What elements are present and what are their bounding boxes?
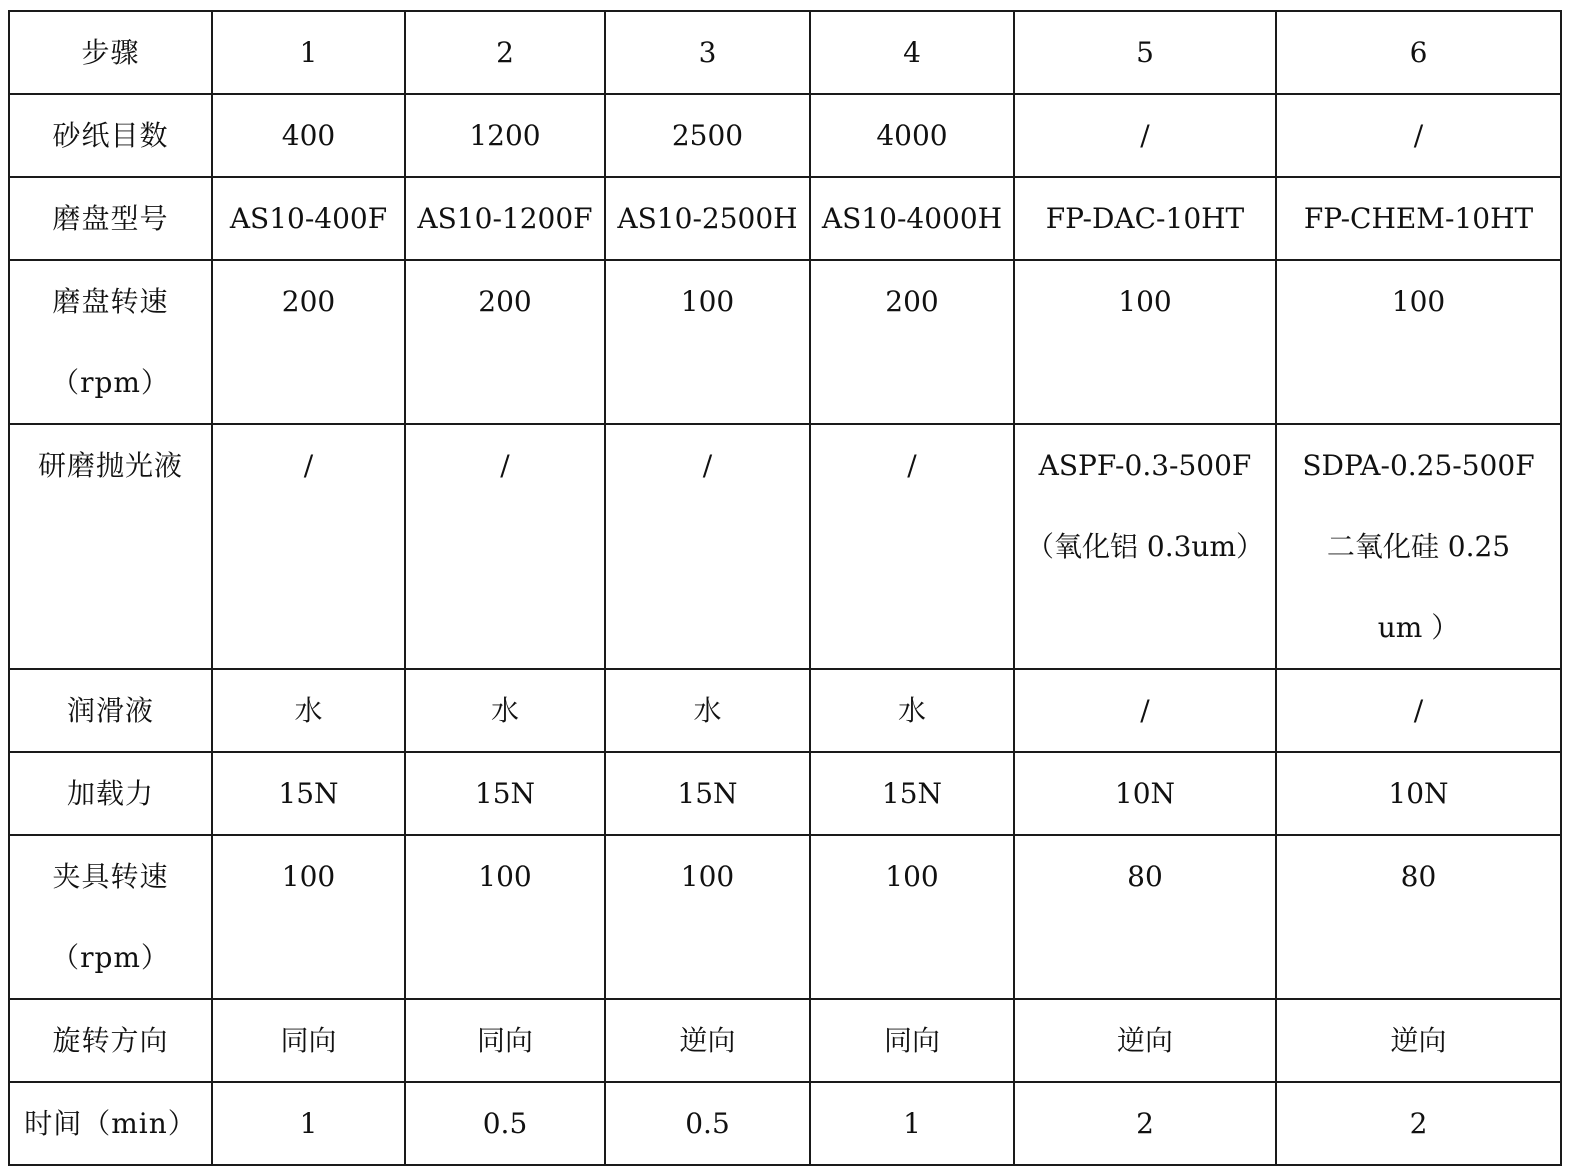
table-cell: [212, 177, 405, 260]
cell-line: 200: [478, 285, 532, 318]
row-label-sandpaper: [9, 94, 212, 177]
cell-line: 水: [897, 694, 926, 727]
cell-line: 1: [299, 1107, 318, 1140]
cell-line: （氧化铝 0.3um）: [1025, 530, 1264, 563]
cell-line: 80: [1400, 860, 1437, 893]
cell-line: FP-DAC-10HT: [1045, 202, 1245, 235]
cell-line: 15N: [881, 777, 943, 810]
row-label-step: 步骤: [9, 11, 212, 94]
table-cell: [212, 752, 405, 835]
cell-line: 逆向: [679, 1024, 736, 1057]
table-cell: [1014, 260, 1276, 424]
cell-line: 1: [903, 1107, 921, 1140]
cell-line: AS10-4000H: [821, 202, 1003, 235]
table-cell: [1276, 752, 1561, 835]
cell-line: 逆向: [1390, 1024, 1447, 1057]
cell-line: SDPA-0.25-500F: [1302, 449, 1535, 482]
table-cell: [212, 1082, 405, 1165]
cell-line: 同向: [883, 1024, 940, 1057]
step-number-3: 3: [605, 11, 810, 94]
table-cell: [810, 177, 1014, 260]
cell-line: 逆向: [1116, 1024, 1173, 1057]
table-cell: [212, 835, 405, 999]
table-cell: [1014, 669, 1276, 752]
table-cell: [1276, 177, 1561, 260]
cell-line: ASPF-0.3-500F: [1038, 449, 1252, 482]
table-cell: [1276, 669, 1561, 752]
row-label-fixture-speed: [9, 835, 212, 999]
cell-line: 100: [680, 860, 735, 893]
table-cell: [605, 752, 810, 835]
cell-line: 200: [281, 285, 336, 318]
cell-line: 0.5: [685, 1107, 730, 1140]
row-label-line: 旋转方向: [52, 1024, 169, 1057]
cell-line: 10N: [1388, 777, 1449, 810]
cell-line: AS10-2500H: [617, 202, 798, 235]
cell-line: 100: [1391, 285, 1446, 318]
cell-line: 0.5: [482, 1107, 528, 1140]
row-label-line: 时间（min）: [24, 1107, 197, 1140]
cell-line: 80: [1127, 860, 1163, 893]
table-cell: [405, 752, 605, 835]
row-label-line: 磨盘转速: [52, 285, 169, 318]
table-cell: [212, 669, 405, 752]
table-cell: [405, 177, 605, 260]
table-row-fixture-speed: [9, 835, 1561, 999]
row-label-line: 磨盘型号: [52, 202, 169, 235]
row-label-line: 夹具转速: [52, 860, 169, 893]
row-label-load: [9, 752, 212, 835]
table-cell: [605, 999, 810, 1082]
table-cell: [810, 424, 1014, 669]
cell-line: um ）: [1377, 611, 1460, 644]
table-row-lubricant: [9, 669, 1561, 752]
table-cell: [810, 752, 1014, 835]
cell-line: 2: [1136, 1107, 1154, 1140]
table-cell: [810, 669, 1014, 752]
cell-line: 100: [680, 285, 735, 318]
table-cell: [1014, 752, 1276, 835]
cell-line: /: [1140, 119, 1150, 152]
table-cell: [1014, 1082, 1276, 1165]
cell-line: /: [907, 449, 917, 482]
header-row: [9, 11, 1561, 94]
table-cell: [605, 1082, 810, 1165]
table-cell: [212, 424, 405, 669]
table-cell: [405, 260, 605, 424]
cell-line: /: [1140, 694, 1150, 727]
table-cell: [605, 424, 810, 669]
table-row-polishing-fluid: [9, 424, 1561, 669]
table-cell: [212, 94, 405, 177]
cell-line: 同向: [280, 1024, 337, 1057]
table-cell: [405, 1082, 605, 1165]
row-label-lubricant: [9, 669, 212, 752]
cell-line: FP-CHEM-10HT: [1303, 202, 1534, 235]
step-number-2: 2: [405, 11, 605, 94]
table-cell: [810, 94, 1014, 177]
cell-line: 15N: [677, 777, 738, 810]
cell-line: AS10-400F: [229, 202, 388, 235]
row-label-time: [9, 1082, 212, 1165]
table-cell: [1276, 999, 1561, 1082]
table-cell: [810, 1082, 1014, 1165]
table-cell: [1276, 835, 1561, 999]
row-label-polishing-fluid: [9, 424, 212, 669]
table-row-disc-model: [9, 177, 1561, 260]
row-label-line: 加载力: [66, 777, 154, 810]
table-cell: [605, 177, 810, 260]
step-number-1: 1: [212, 11, 405, 94]
table-cell: [405, 669, 605, 752]
cell-line: 同向: [476, 1024, 533, 1057]
table-row-disc-speed: [9, 260, 1561, 424]
cell-line: 水: [693, 694, 722, 727]
table-cell: [605, 835, 810, 999]
cell-line: 100: [1118, 285, 1172, 318]
cell-line: 100: [281, 860, 336, 893]
table-row-sandpaper: [9, 94, 1561, 177]
table-cell: [1014, 424, 1276, 669]
row-label-disc-model: [9, 177, 212, 260]
cell-line: 15N: [278, 777, 339, 810]
table-cell: [212, 999, 405, 1082]
table-cell: [212, 260, 405, 424]
table-row-time: [9, 1082, 1561, 1165]
cell-line: 水: [294, 694, 323, 727]
cell-line: 1200: [469, 119, 541, 152]
step-number-6: 6: [1276, 11, 1561, 94]
table-cell: [810, 999, 1014, 1082]
table-cell: [1276, 260, 1561, 424]
cell-line: 400: [281, 119, 336, 152]
step-number-5: 5: [1014, 11, 1276, 94]
step-number-4: 4: [810, 11, 1014, 94]
table-cell: [605, 260, 810, 424]
table-row-load: [9, 752, 1561, 835]
row-label-disc-speed: [9, 260, 212, 424]
table-cell: [605, 669, 810, 752]
table-cell: [1014, 999, 1276, 1082]
table-row-rotation: [9, 999, 1561, 1082]
cell-line: 2500: [671, 119, 744, 152]
table-cell: [1276, 1082, 1561, 1165]
cell-line: 15N: [474, 777, 536, 810]
table-cell: [810, 835, 1014, 999]
table-cell: [405, 94, 605, 177]
cell-line: /: [1413, 119, 1424, 152]
cell-line: /: [1413, 694, 1424, 727]
cell-line: 2: [1409, 1107, 1428, 1140]
cell-line: 水: [490, 694, 519, 727]
cell-line: 4000: [876, 119, 948, 152]
table-cell: [1276, 424, 1561, 669]
cell-line: /: [500, 449, 510, 482]
polishing-steps-table: [8, 10, 1562, 1166]
row-label-rotation: [9, 999, 212, 1082]
cell-line: 二氧化硅 0.25: [1326, 530, 1511, 563]
row-label-line: 砂纸目数: [52, 119, 169, 152]
cell-line: /: [702, 449, 713, 482]
cell-line: /: [303, 449, 314, 482]
table-cell: [405, 424, 605, 669]
table-cell: [405, 999, 605, 1082]
table-cell: [1014, 835, 1276, 999]
table-cell: [1276, 94, 1561, 177]
row-label-line: （rpm）: [51, 366, 170, 399]
table-cell: [605, 94, 810, 177]
table-cell: [1014, 177, 1276, 260]
table-cell: [810, 260, 1014, 424]
table-cell: [1014, 94, 1276, 177]
cell-line: 10N: [1114, 777, 1176, 810]
row-label-line: 研磨抛光液: [37, 449, 183, 482]
cell-line: AS10-1200F: [417, 202, 593, 235]
cell-line: 200: [885, 285, 939, 318]
cell-line: 100: [478, 860, 532, 893]
table-cell: [405, 835, 605, 999]
cell-line: 100: [885, 860, 939, 893]
row-label-line: （rpm）: [51, 941, 170, 974]
row-label-line: 润滑液: [66, 694, 154, 727]
